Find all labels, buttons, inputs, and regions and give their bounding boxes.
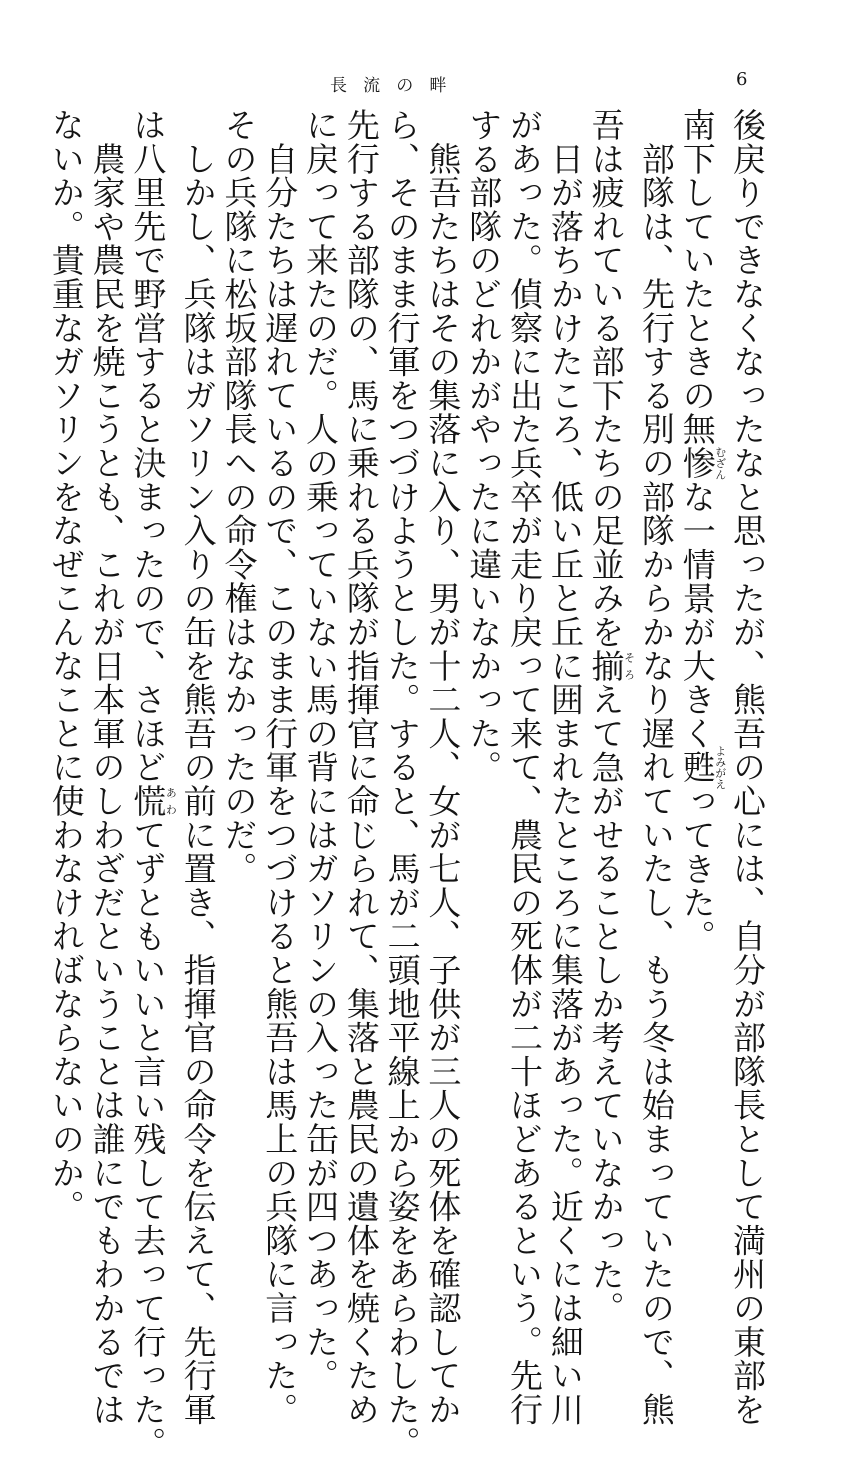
- text-column: は八里先で野営すると決まったので、さほど慌あわてずともいいと言い残して去って行った。: [128, 108, 178, 1460]
- text-column: 日が落ちかけたころ、低い丘と丘に囲まれたところに集落があった。近くには細い川: [545, 108, 585, 1427]
- text-column: 先行する部隊の、馬に乗れる兵隊が指揮官に命じられて、集落と農民の遺体を焼くため: [341, 108, 381, 1427]
- text-column: しかし、兵隊はガソリン入りの缶を熊吾の前に置き、指揮官の命令を伝えて、先行軍: [178, 108, 218, 1427]
- text-column: ら、そのまま行軍をつづけようとした。すると、馬が二頭地平線上から姿をあらわした。: [382, 108, 422, 1460]
- furigana: あわ: [164, 784, 178, 818]
- text-column: 後戻りできなくなったなと思ったが、熊吾の心には、自分が部隊長として満州の東部を: [728, 108, 767, 1427]
- furigana-word: 慌あわ: [128, 784, 178, 818]
- furigana: よみがえ: [713, 745, 727, 790]
- furigana: むざん: [713, 446, 727, 480]
- text-column: する部隊のどれかがやったに違いなかった。: [464, 108, 504, 784]
- text-column: 自分たちは遅れているので、このまま行軍をつづけると熊吾は馬上の兵隊に言った。: [260, 108, 300, 1427]
- running-title: 長流の畔: [330, 76, 463, 96]
- text-column: 農家や農民を焼こうとも、これが日本軍のしわざだということは誰にでもわかるでは: [87, 108, 127, 1427]
- text-column: に戻って来たのだ。人の乗っていない馬の背にはガソリンの入った缶が四つあった。: [301, 108, 341, 1393]
- furigana-word: 惨むざん: [677, 446, 727, 480]
- text-column: 南下していたときの無惨むざんな一情景が大きく甦よみがえってきた。: [677, 108, 727, 954]
- text-column: 熊吾たちはその集落に入り、男が十二人、女が七人、子供が三人の死体を確認してか: [423, 108, 463, 1427]
- text-column: 部隊は、先行する別の部隊からかなり遅れていたし、もう冬は始まっていたので、熊: [636, 108, 676, 1427]
- page-number: 6: [736, 69, 748, 90]
- text-column: があった。偵察に出た兵卒が走り戻って来て、農民の死体が二十ほどあるという。先行: [505, 108, 545, 1427]
- furigana-word: 甦よみがえ: [677, 745, 727, 790]
- text-column: その兵隊に松坂部隊長への命令権はなかったのだ。: [219, 108, 259, 886]
- text-column: ないか。貴重なガソリンをなぜこんなことに使わなければならないのか。: [46, 108, 86, 1224]
- text-column: 吾は疲れている部下たちの足並みを揃そろえて急がせることしか考えていなかった。: [586, 108, 636, 1325]
- body-text: [45, 108, 767, 1460]
- furigana-word: 揃そろ: [586, 648, 636, 683]
- furigana: そろ: [622, 648, 636, 683]
